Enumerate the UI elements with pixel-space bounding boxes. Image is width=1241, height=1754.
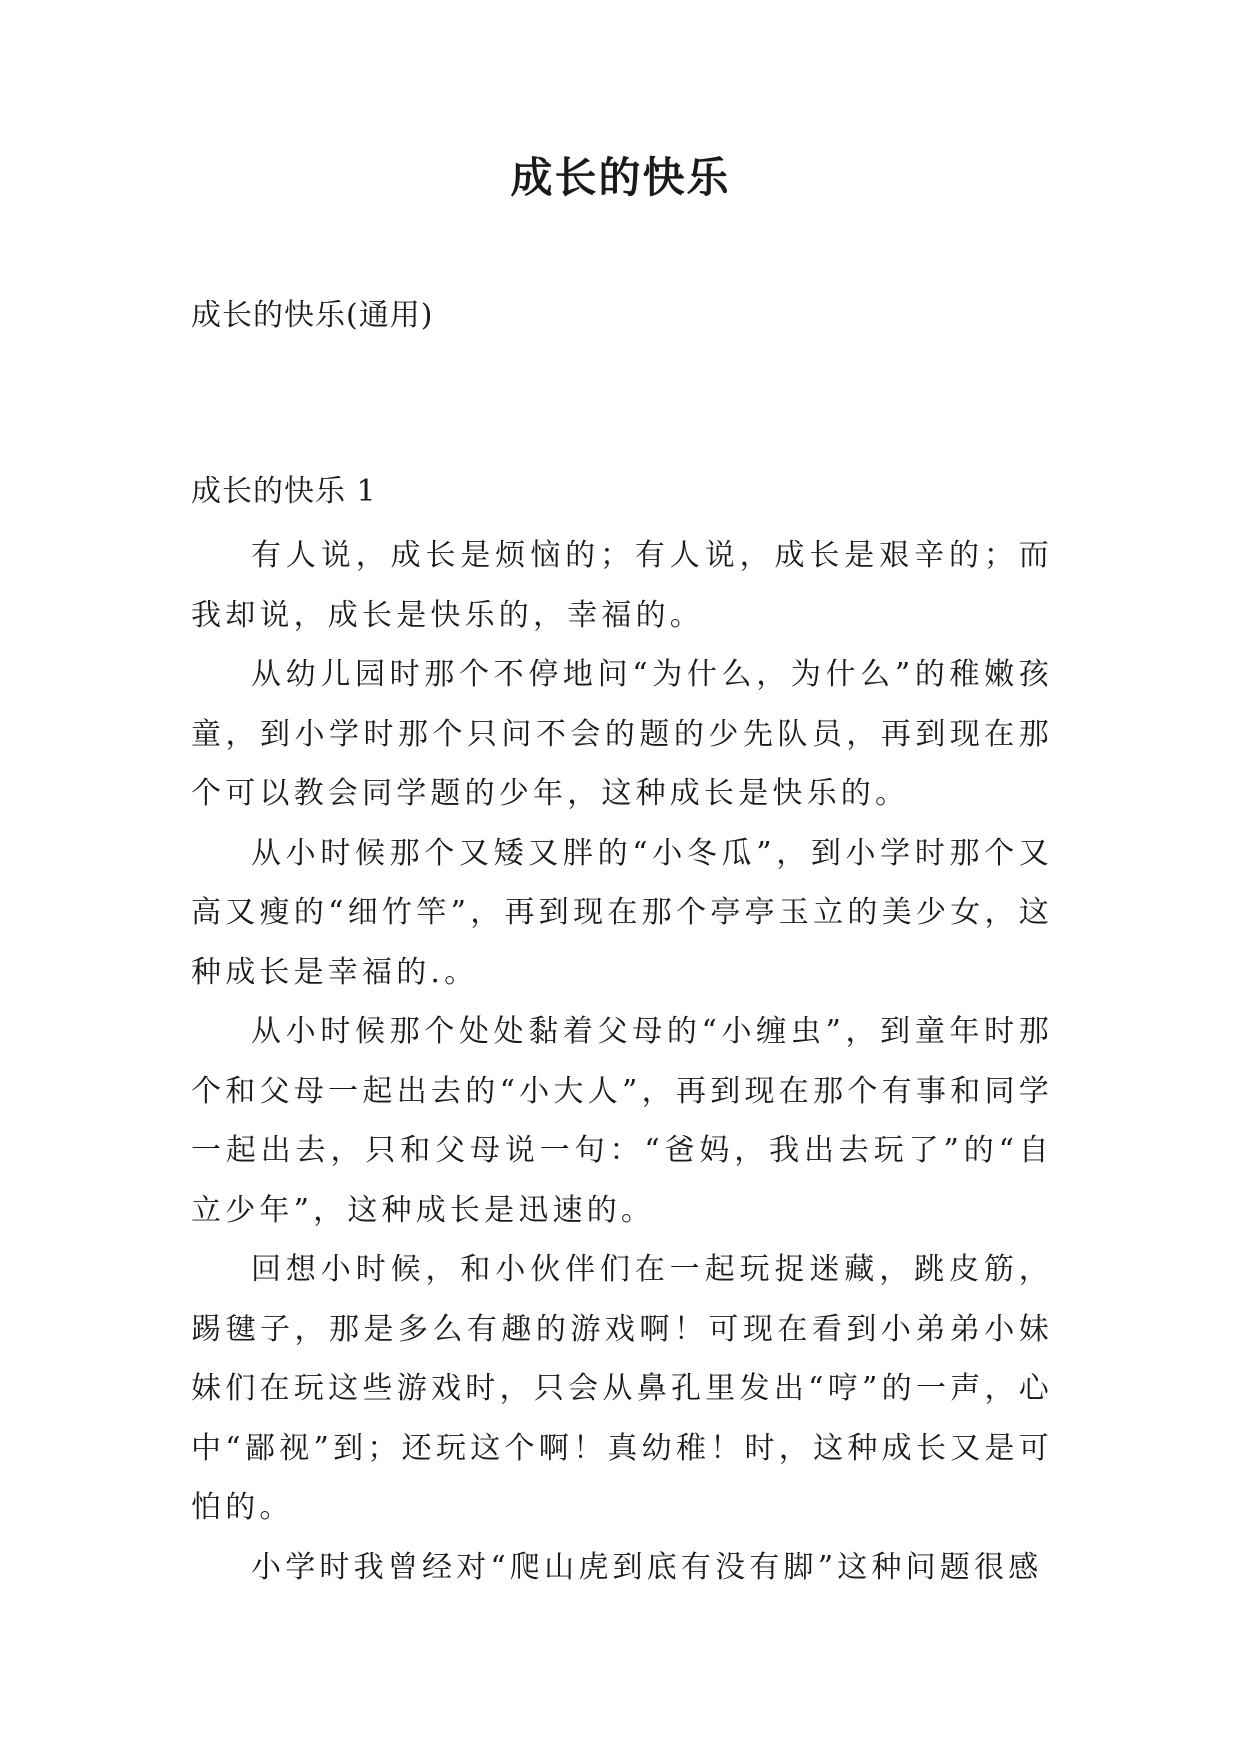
paragraph: 从小时候那个又矮又胖的“小冬瓜”，到小学时那个又高又瘦的“细竹竿”，再到现在那个亭亭玉立的美少女，这种成长是幸福的.。 [191, 835, 1053, 990]
document-subtitle: 成长的快乐(通用) [191, 298, 434, 333]
paragraph: 小学时我曾经对“爬山虎到底有没有脚”这种问题很感 [251, 1549, 1043, 1585]
document-title: 成长的快乐 [510, 153, 731, 202]
paragraph: 从幼儿园时那个不停地问“为什么，为什么”的稚嫩孩童，到小学时那个只问不会的题的少先队员，再到现在那个可以教会同学题的少年，这种成长是快乐的。 [191, 657, 1053, 811]
article-body [191, 526, 1053, 1597]
paragraph: 有人说，成长是烦恼的；有人说，成长是艰辛的；而我却说，成长是快乐的，幸福的。 [191, 538, 1053, 633]
paragraph: 回想小时候，和小伙伴们在一起玩捉迷藏，跳皮筋，踢毽子，那是多么有趣的游戏啊！可现在看到小弟弟小妹妹们在玩这些游戏时，只会从鼻孔里发出“哼”的一声，心中“鄙视”到；还玩这个啊！真幼稚！时，这种成长又是可怕的。 [191, 1252, 1053, 1525]
section-heading: 成长的快乐 1 [191, 474, 377, 509]
paragraph: 从小时候那个处处黏着父母的“小缠虫”，到童年时那个和父母一起出去的“小大人”，再到现在那个有事和同学一起出去，只和父母说一句：“爸妈，我出去玩了”的“自立少年”，这种成长是迅速的。 [191, 1014, 1053, 1228]
